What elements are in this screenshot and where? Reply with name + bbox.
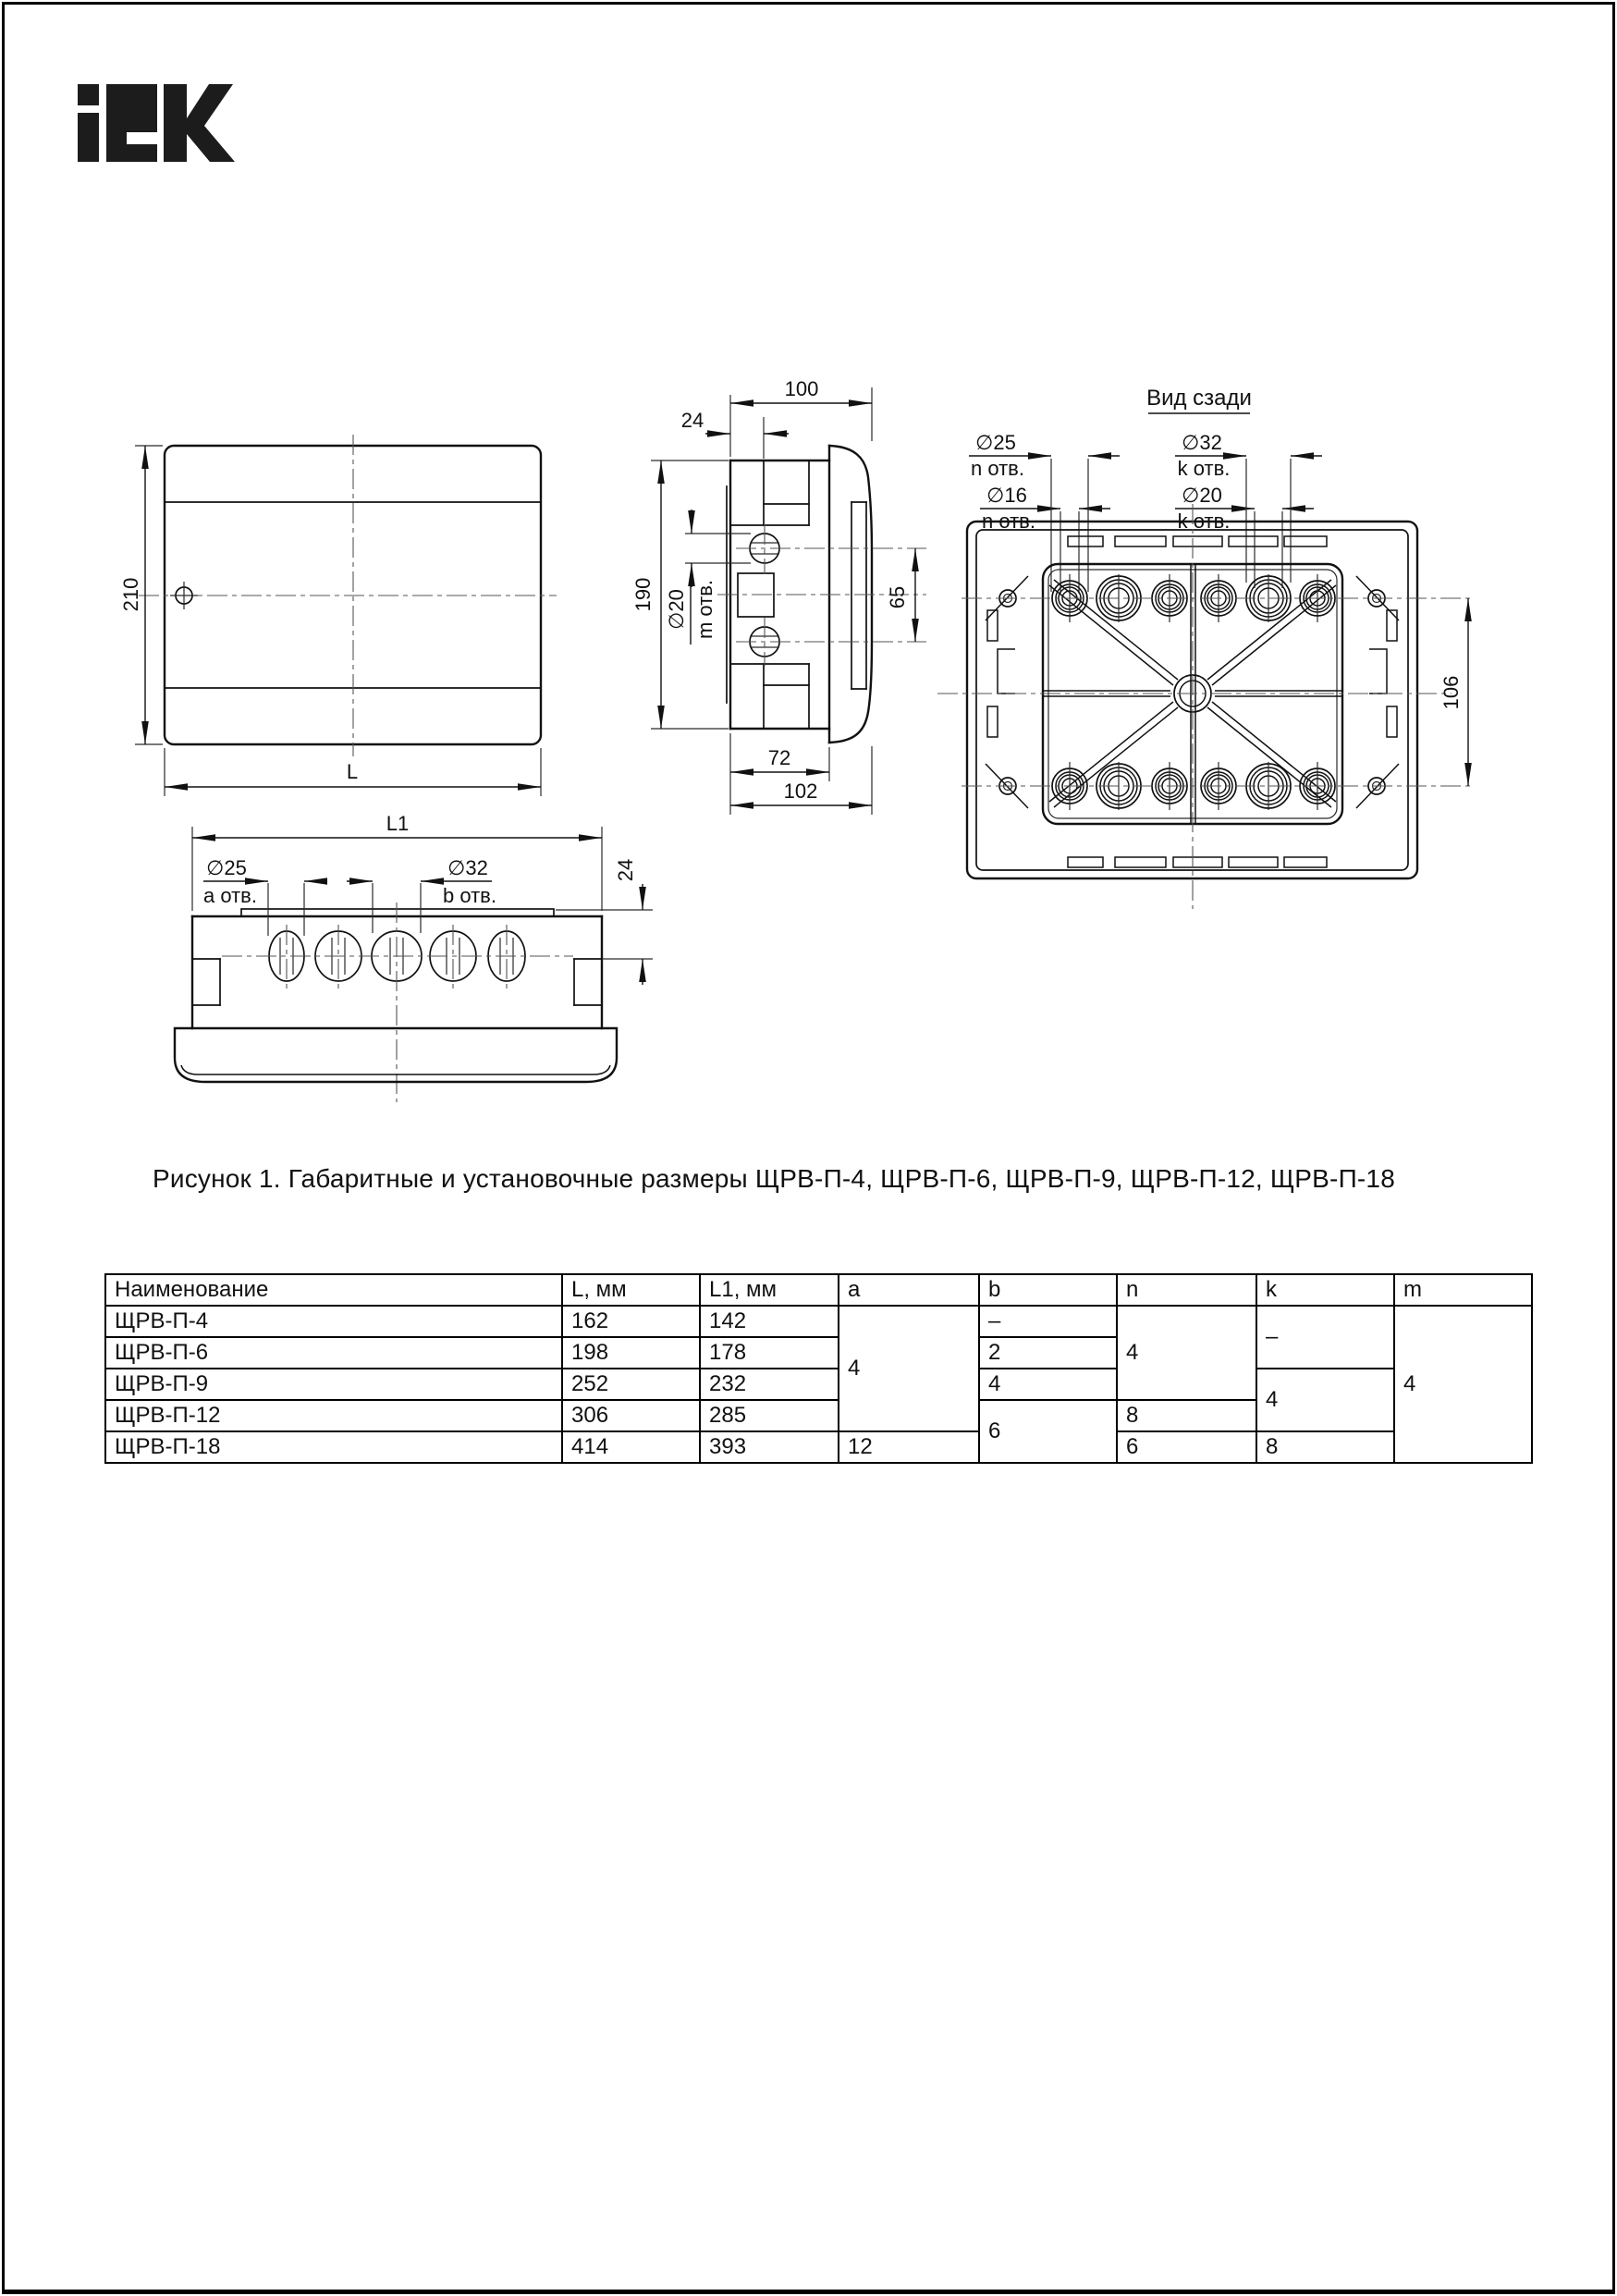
side-view [631,377,926,815]
rear-label-d16: ∅16 [986,484,1027,507]
bottom-holes [222,902,573,1102]
table-cell: 12 [839,1431,979,1463]
iek-logo [74,81,240,169]
table-cell: 414 [562,1431,700,1463]
table-cell: 8 [1117,1400,1256,1431]
table-cell: 4 [839,1306,979,1431]
column-header: L, мм [562,1274,700,1306]
bottom-view [175,812,653,1102]
rear-label-d20-count: k отв. [1177,510,1231,533]
dim-label-72: 72 [767,746,791,769]
column-header: m [1394,1274,1532,1306]
dim-label-L: L [346,760,359,783]
table-row [105,1369,1532,1400]
table-cell: 162 [562,1306,700,1337]
column-header: a [839,1274,979,1306]
bottom-label-d25-count: a отв. [203,884,257,907]
table-cell: ЩРВ-П-12 [105,1400,562,1431]
figure-caption: Рисунок 1. Габаритные и установочные размеры ЩРВ-П-4, ЩРВ-П-6, ЩРВ-П-9, ЩРВ-П-12, ЩРВ-П-18 [153,1164,1395,1193]
table-cell: 4 [1256,1369,1394,1431]
rear-label-d32-count: k отв. [1177,457,1231,480]
column-header: L1, мм [700,1274,839,1306]
rear-top-tabs [1068,536,1327,546]
rear-label-d16-count: n отв. [982,510,1035,533]
column-header: Наименование [105,1274,562,1306]
column-header: k [1256,1274,1394,1306]
dim-label-65: 65 [886,585,909,609]
rear-view [937,386,1470,909]
table-cell: 285 [700,1400,839,1431]
hole-label-d20-m [665,574,717,645]
rear-label-d20: ∅20 [1182,484,1222,507]
table-cell: 178 [700,1337,839,1369]
table-cell: 6 [1117,1431,1256,1463]
column-header: b [979,1274,1117,1306]
table-cell: 6 [979,1400,1117,1463]
bottom-label-d25: ∅25 [206,856,247,879]
dim-label-106: 106 [1439,675,1463,710]
table-cell: 252 [562,1369,700,1400]
table-cell: 232 [700,1369,839,1400]
table-row [105,1306,1532,1337]
dim-label-102: 102 [783,780,818,803]
rear-view-title: Вид сзади [1146,386,1252,411]
technical-drawing [0,370,1617,1119]
table-cell: 306 [562,1400,700,1431]
dim-label-100: 100 [784,377,819,400]
table-cell: – [1256,1306,1394,1369]
rear-label-d25: ∅25 [975,431,1016,454]
rear-label-d25-count: n отв. [971,457,1024,480]
dim-label-L1: L1 [386,812,410,835]
rear-bottom-tabs [1068,857,1327,867]
bottom-label-d32: ∅32 [447,856,488,879]
hole-dia-label: ∅20 [665,589,688,630]
spec-table [104,1273,1533,1464]
page-border [2,2,1615,2294]
table-cell: 4 [1117,1306,1256,1400]
table-cell: ЩРВ-П-6 [105,1337,562,1369]
dim-label-24-bottom: 24 [614,858,637,882]
table-cell: 393 [700,1431,839,1463]
table-cell: 4 [1394,1306,1532,1463]
rear-label-d32: ∅32 [1182,431,1222,454]
dim-label-210: 210 [119,577,142,612]
table-cell: 198 [562,1337,700,1369]
column-header: n [1117,1274,1256,1306]
hole-count-label: m отв. [693,579,717,640]
header-row [105,1274,1532,1306]
table-cell: – [979,1306,1117,1337]
spec-table-head [105,1274,1532,1306]
spec-table-body [105,1306,1532,1463]
dim-label-24-side: 24 [680,409,704,432]
table-cell: 4 [979,1369,1117,1400]
table-cell: 8 [1256,1431,1394,1463]
table-cell: ЩРВ-П-9 [105,1369,562,1400]
table-cell: 2 [979,1337,1117,1369]
iek-logo-letters [78,84,235,162]
bottom-label-d32-count: b отв. [443,884,496,907]
dim-label-190: 190 [631,577,655,612]
table-cell: 142 [700,1306,839,1337]
table-cell: ЩРВ-П-4 [105,1306,562,1337]
front-view [119,435,557,796]
table-row [105,1431,1532,1463]
table-cell: ЩРВ-П-18 [105,1431,562,1463]
